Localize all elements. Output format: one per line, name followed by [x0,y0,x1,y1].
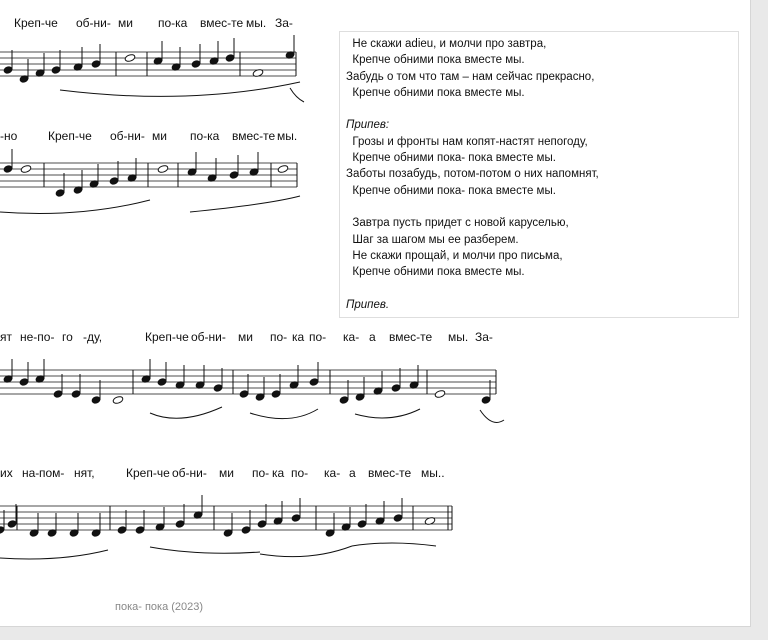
score-lyric: ка- [324,466,341,480]
note-head [157,378,167,386]
score-lyric: -ду, [83,330,103,344]
lyric-line: Грозы и фронты нам копят-настят непогоду, [346,135,588,148]
note-head [109,177,119,185]
note-head [3,165,13,173]
score-lyric: об-ни- [191,330,226,344]
score-lyric: вмес-те [232,129,276,143]
score-lyric: по-ка [190,129,220,143]
score-lyric: За- [475,330,493,344]
score-lyric: го [62,330,73,344]
lyric-line: Крепче обними пока- пока вместе мы. [346,184,556,197]
lyric-line: Крепче обними пока вместе мы. [346,54,525,67]
note-head [213,384,223,392]
score-lyric: ми [152,129,167,143]
score-lyric: За- [275,16,293,30]
score-lyric: по-ка [158,16,188,30]
score-lyric: на- [22,466,40,480]
lyric-line: Крепче обними пока вместе мы. [346,86,525,99]
score-lyric: вмес-те [200,16,244,30]
note-head [157,164,168,173]
note-head [19,378,29,386]
note-head [135,526,145,534]
note-head [20,164,31,173]
lyric-line: Крепче обними пока- пока вместе мы. [346,152,556,165]
score-lyric: вмес-те [389,330,433,344]
lyric-line: Забудь о том что там – нам сейчас прекрасно, [346,70,595,83]
note-head [257,520,267,528]
note-head [91,396,101,404]
lyric-line: Крепче обними пока вместе мы. [346,266,525,279]
score-lyric: ми [238,330,253,344]
score-lyric: мы.. [421,466,445,480]
score-lyric: мы. [246,16,267,30]
score-lyric: а [349,466,356,480]
note-head [225,54,235,62]
note-head [3,66,13,74]
score-lyric: по- [309,330,327,344]
chorus-label: Припев: [346,119,390,132]
score-lyric: по- [270,330,288,344]
score-lyric: ми [118,16,133,30]
score-lyric: ка [292,330,305,344]
note-head [51,66,61,74]
score-lyric: об-ни- [172,466,207,480]
score-lyric: Креп-че [14,16,58,30]
note-head [7,520,17,528]
score-lyric: по- [291,466,309,480]
lyric-line: Не скажи adieu, и молчи про завтра, [346,38,547,50]
lyric-line: Не скажи прощай, и молчи про письма, [346,249,563,262]
score-lyric: ми [219,466,234,480]
chorus-label-end: Припев. [346,298,390,311]
note-head [339,396,349,404]
score-lyric: нят, [74,466,95,480]
note-head [229,171,239,179]
note-head [175,520,185,528]
note-head [124,53,135,62]
note-head [55,189,65,197]
score-lyric: пом- [39,466,65,480]
score-lyric: вмес-те [368,466,412,480]
note-head [241,526,251,534]
score-lyric: а [369,330,376,344]
note-head [91,60,101,68]
score-lyric: об-ни- [110,129,145,143]
note-head [271,390,281,398]
score-lyric: Креп-че [126,466,170,480]
note-head [277,164,288,173]
lyric-line: Шаг за шагом мы ее разберем. [346,233,519,246]
note-head [53,390,63,398]
note-head [71,390,81,398]
score-lyric: ка [272,466,285,480]
lyric-line: Завтра пусть придет с новой каруселью, [346,217,569,230]
score-lyric: мы. [448,330,469,344]
note-head [393,514,403,522]
lyric-line: Заботы позабудь, потом-потом о них напомнят, [346,168,599,181]
note-head [481,396,491,404]
score-lyric: Креп-че [48,129,92,143]
score-lyric: мы. [277,129,298,143]
score-lyric: ят [0,330,12,344]
note-head [391,384,401,392]
note-head [309,378,319,386]
note-head [357,520,367,528]
score-lyric: Креп-че [145,330,189,344]
score-lyric: -но [0,129,18,143]
lyrics-text-box [339,31,739,318]
footer-caption: пока- пока (2023) [115,601,204,613]
note-head [117,526,127,534]
score-lyric: их [0,466,13,480]
note-head [434,389,445,398]
note-head [239,390,249,398]
score-lyric: по- [252,466,270,480]
note-head [291,514,301,522]
score-lyric: не-по- [20,330,55,344]
score-lyric: об-ни- [76,16,111,30]
score-lyric: ка- [343,330,360,344]
note-head [191,60,201,68]
note-head [112,395,123,404]
